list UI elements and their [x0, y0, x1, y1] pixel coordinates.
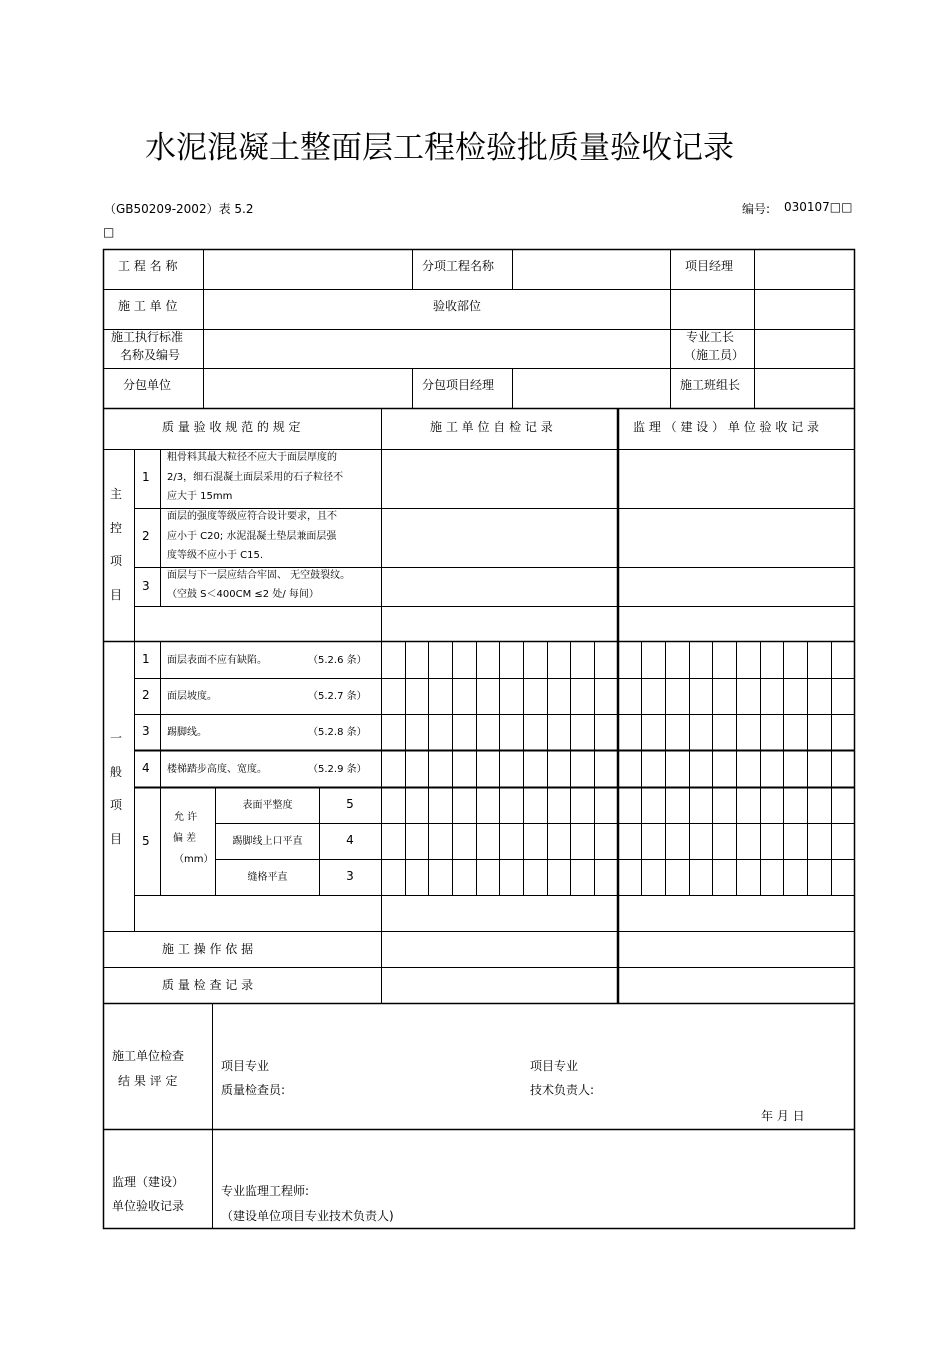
allow-deviation-label: （mm）	[174, 854, 214, 865]
deviation-value: 5	[346, 797, 354, 811]
project-name-label: 工 程 名 称	[118, 259, 178, 273]
date-line: 年 月 日	[761, 1109, 805, 1123]
main-item-text: 面层与下一层应结合牢固、 无空鼓裂纹。	[167, 570, 351, 581]
supervision-label-line2: 单位验收记录	[112, 1199, 185, 1213]
standard-label-line1: 施工执行标准	[111, 330, 184, 344]
basis-label: 施 工 操 作 依 据	[162, 942, 254, 956]
construction-unit-label: 施 工 单 位	[118, 299, 178, 313]
number-value: 030107□□	[784, 200, 853, 214]
deviation-name: 缝格平直	[247, 872, 288, 883]
sub-project-name-label: 分项工程名称	[422, 259, 495, 273]
team-leader-label: 施工班组长	[680, 378, 741, 392]
owner-tech-lead-line: （建设单位项目专业技术负责人)	[221, 1209, 394, 1223]
general-item-number: 2	[142, 688, 150, 702]
general-item-text: 面层坡度。	[167, 691, 217, 702]
subcontractor-label: 分包单位	[123, 378, 172, 392]
acceptance-part-label: 验收部位	[433, 299, 482, 313]
quality-inspector-line2: 质量检查员:	[221, 1083, 286, 1097]
box-glyph: □	[103, 225, 115, 239]
general-char: 项	[110, 798, 123, 812]
main-control-char: 目	[110, 588, 123, 602]
tech-lead-line2: 技术负责人:	[530, 1083, 595, 1097]
general-item-ref: （5.2.8 条）	[308, 727, 367, 738]
deviation-name: 表面平整度	[242, 800, 293, 811]
main-item-text: 粗骨料其最大粒径不应大于面层厚度的	[167, 452, 337, 463]
main-item-number: 1	[142, 470, 150, 484]
general-char: 一	[110, 731, 123, 745]
check-label-line1: 施工单位检查	[112, 1049, 185, 1063]
general-item-text: 楼梯踏步高度、宽度。	[167, 764, 267, 775]
general-char: 目	[110, 832, 123, 846]
number-label: 编号:	[742, 202, 771, 216]
foreman-label-line1: 专业工长	[686, 330, 735, 344]
main-item-text: （空鼓 S＜400CM ≤2 处/ 每间）	[167, 589, 319, 600]
tech-lead-line1: 项目专业	[530, 1059, 579, 1073]
main-item-number: 3	[142, 579, 150, 593]
standard-label-line2: 名称及编号	[120, 348, 181, 362]
main-item-text: 应大于 15mm	[167, 491, 233, 502]
general-char: 般	[110, 765, 123, 779]
main-control-char: 项	[110, 554, 123, 568]
record-label: 质 量 检 查 记 录	[162, 978, 254, 992]
sub-pm-label: 分包项目经理	[422, 378, 495, 392]
main-item-number: 2	[142, 529, 150, 543]
main-item-text: 2/3，细石混凝土面层采用的石子粒径不	[167, 472, 344, 483]
general-item-number: 1	[142, 652, 150, 666]
deviation-name: 踢脚线上口平直	[232, 836, 303, 847]
main-item-text: 应小于 C20; 水泥混凝土垫层兼面层强	[167, 531, 337, 542]
general-item-text: 面层表面不应有缺陷。	[167, 655, 267, 666]
general-item-number: 5	[142, 834, 150, 848]
general-item-ref: （5.2.7 条）	[308, 691, 367, 702]
spec-header: 质 量 验 收 规 范 的 规 定	[162, 420, 301, 434]
supervision-header: 监 理 （ 建 设 ） 单 位 验 收 记 录	[633, 420, 819, 434]
main-control-char: 主	[110, 487, 123, 501]
project-manager-label: 项目经理	[685, 259, 734, 273]
standard-reference: （GB50209-2002）表 5.2	[104, 202, 254, 216]
check-label-line2: 结 果 评 定	[118, 1074, 178, 1088]
general-item-number: 3	[142, 724, 150, 738]
self-check-header: 施 工 单 位 自 检 记 录	[430, 420, 553, 434]
quality-inspector-line1: 项目专业	[221, 1059, 270, 1073]
supervision-label-line1: 监理（建设）	[112, 1175, 185, 1189]
allow-deviation-label: 偏 差	[173, 833, 197, 844]
main-item-text: 面层的强度等级应符合设计要求，且不	[167, 511, 337, 522]
deviation-value: 3	[346, 869, 354, 883]
main-control-char: 控	[110, 521, 123, 535]
main-item-text: 度等级不应小于 C15.	[167, 550, 264, 561]
general-item-ref: （5.2.9 条）	[308, 764, 367, 775]
deviation-value: 4	[346, 833, 354, 847]
general-item-text: 踢脚线。	[167, 727, 207, 738]
supervising-engineer-line: 专业监理工程师:	[221, 1184, 310, 1198]
page-title: 水泥混凝土整面层工程检验批质量验收记录	[145, 130, 734, 166]
general-item-ref: （5.2.6 条）	[308, 655, 367, 666]
general-item-number: 4	[142, 761, 150, 775]
allow-deviation-label: 允 许	[174, 812, 198, 823]
foreman-label-line2: （施工员）	[684, 348, 745, 362]
